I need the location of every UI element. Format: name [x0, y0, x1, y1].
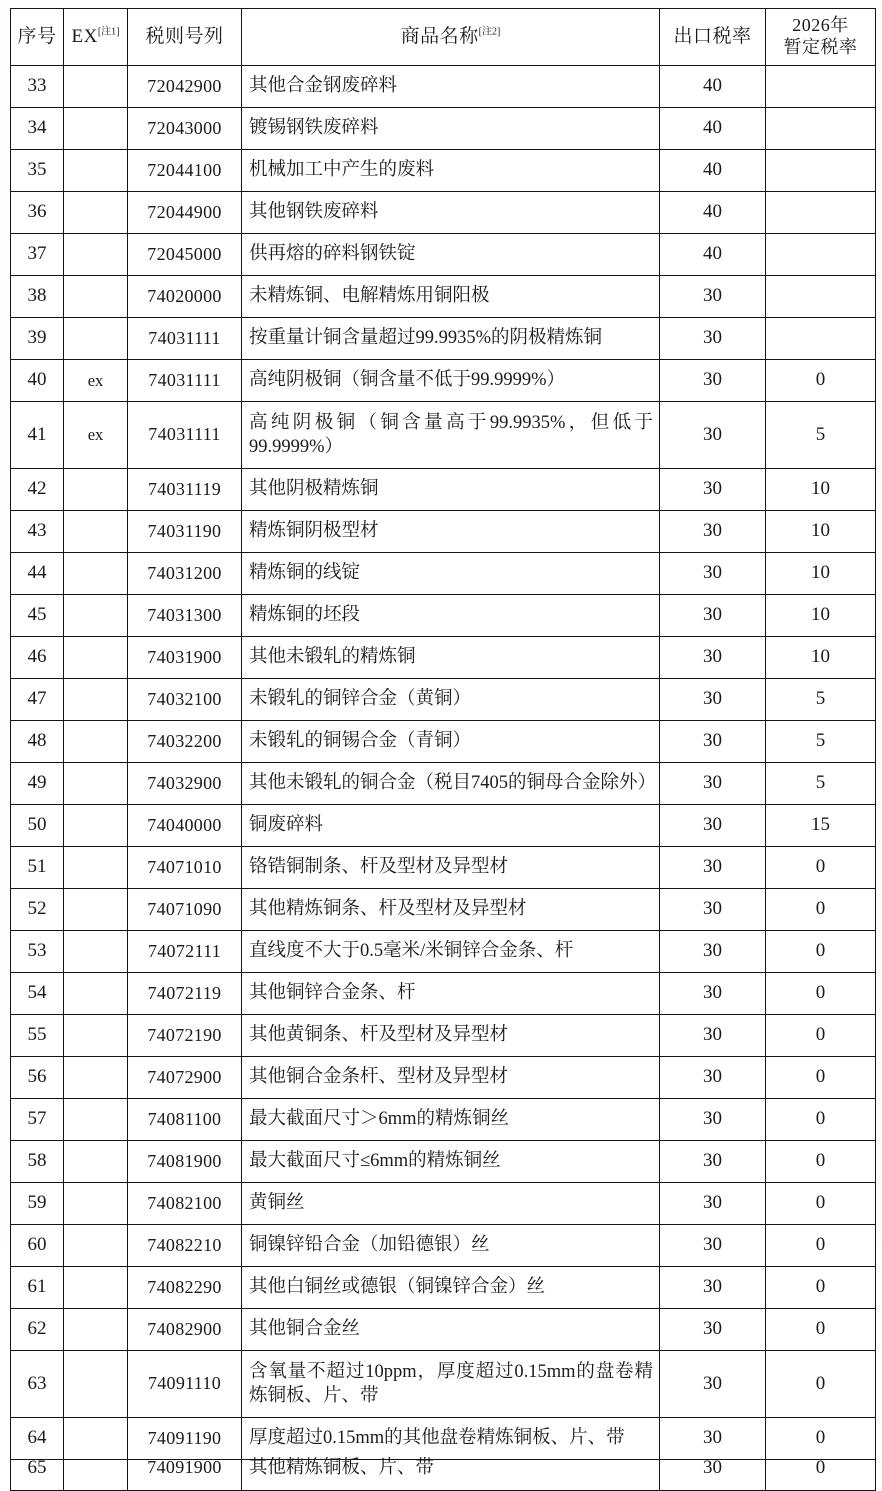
cell-ex: [64, 721, 128, 763]
cell-export-rate: 30: [660, 1267, 766, 1309]
cell-provisional-rate: 10: [766, 511, 876, 553]
cell-provisional-rate: 10: [766, 637, 876, 679]
table-row: [11, 360, 876, 402]
cell-provisional-rate: 10: [766, 553, 876, 595]
cell-export-rate: 30: [660, 1418, 766, 1460]
cell-seq: 52: [11, 889, 64, 931]
cell-provisional-rate: 5: [766, 679, 876, 721]
cell-provisional-rate: [766, 234, 876, 276]
table-row: [11, 108, 876, 150]
table-row: [11, 1183, 876, 1225]
cell-ex: [64, 1418, 128, 1460]
header-rate: 出口税率: [660, 9, 766, 66]
table-row: [11, 469, 876, 511]
cell-tariff-code: 74072900: [128, 1057, 242, 1099]
table-row: [11, 553, 876, 595]
table-row: [11, 1351, 876, 1418]
cell-commodity-name: 其他白铜丝或德银（铜镍锌合金）丝: [242, 1267, 660, 1309]
cell-ex: [64, 637, 128, 679]
cell-seq: 48: [11, 721, 64, 763]
cell-tariff-code: 74031200: [128, 553, 242, 595]
cell-export-rate: 30: [660, 553, 766, 595]
cell-commodity-name: 高纯阴极铜（铜含量高于99.9935%，但低于99.9999%）: [242, 402, 660, 469]
cell-provisional-rate: 10: [766, 595, 876, 637]
table-row: [11, 1460, 876, 1491]
cell-export-rate: 30: [660, 1225, 766, 1267]
cell-commodity-name: 未精炼铜、电解精炼用铜阳极: [242, 276, 660, 318]
table-row: [11, 276, 876, 318]
cell-export-rate: 30: [660, 402, 766, 469]
cell-export-rate: 40: [660, 192, 766, 234]
table-row: [11, 192, 876, 234]
cell-seq: 61: [11, 1267, 64, 1309]
cell-provisional-rate: [766, 66, 876, 108]
cell-ex: [64, 1351, 128, 1418]
cell-provisional-rate: 0: [766, 973, 876, 1015]
cell-tariff-code: 74031900: [128, 637, 242, 679]
cell-ex: [64, 1309, 128, 1351]
cell-commodity-name: [242, 1460, 660, 1491]
table-row: [11, 847, 876, 889]
cell-ex: [64, 1057, 128, 1099]
table-row: [11, 931, 876, 973]
cell-provisional-rate: 0: [766, 1141, 876, 1183]
cell-tariff-code: 72044900: [128, 192, 242, 234]
cell-seq: 59: [11, 1183, 64, 1225]
cell-ex: [64, 511, 128, 553]
header-ex-note: [注1]: [97, 27, 120, 39]
table-row: [11, 721, 876, 763]
cell-seq: 54: [11, 973, 64, 1015]
cell-export-rate: 30: [660, 1099, 766, 1141]
cell-seq: [11, 1456, 64, 1491]
cell-seq: 53: [11, 931, 64, 973]
cell-commodity-name: 镀锡钢铁废碎料: [242, 108, 660, 150]
table-row: [11, 973, 876, 1015]
table-row: [11, 1057, 876, 1099]
table-row: [11, 1309, 876, 1351]
cell-provisional-rate: [766, 318, 876, 360]
cell-tariff-code: 72042900: [128, 66, 242, 108]
table-row: [11, 402, 876, 469]
cell-commodity-name: 铜废碎料: [242, 805, 660, 847]
cell-tariff-code: 72045000: [128, 234, 242, 276]
cell-export-rate: [660, 1456, 766, 1491]
cell-tariff-code: 74031111: [128, 318, 242, 360]
cell-provisional-rate: 10: [766, 469, 876, 511]
cell-seq: 33: [11, 66, 64, 108]
cell-ex: [64, 1225, 128, 1267]
cell-ex: ex: [64, 402, 128, 469]
table-row: [11, 1225, 876, 1267]
cell-commodity-name: 含氧量不超过10ppm，厚度超过0.15mm的盘卷精炼铜板、片、带: [242, 1351, 660, 1418]
cell-provisional-rate: 0: [766, 847, 876, 889]
cell-ex: [64, 973, 128, 1015]
cell-seq: 64: [11, 1418, 64, 1460]
cell-tariff-code: 72043000: [128, 108, 242, 150]
cell-tariff-code: 74020000: [128, 276, 242, 318]
cell-tariff-code: 74031190: [128, 511, 242, 553]
cell-export-rate: 30: [660, 1141, 766, 1183]
cell-ex: [64, 234, 128, 276]
cell-commodity-name-text: 其他精炼铜板、片、带: [249, 1458, 435, 1478]
header-ex: [64, 9, 128, 66]
table-body: [11, 66, 876, 1491]
cell-seq: 56: [11, 1057, 64, 1099]
cell-commodity-name: 其他钢铁废碎料: [242, 192, 660, 234]
cell-commodity-name: 未锻轧的铜锡合金（青铜）: [242, 721, 660, 763]
header-name: [242, 9, 660, 66]
cell-ex: [64, 805, 128, 847]
cell-tariff-code: 74072111: [128, 931, 242, 973]
cell-ex: [64, 763, 128, 805]
cell-tariff-code: 72044100: [128, 150, 242, 192]
cell-seq: 36: [11, 192, 64, 234]
cell-export-rate: 40: [660, 234, 766, 276]
cell-tariff-code: 74082210: [128, 1225, 242, 1267]
cell-ex: [64, 679, 128, 721]
table-row: [11, 763, 876, 805]
cell-tariff-code: 74031111: [128, 360, 242, 402]
cell-provisional-rate: 0: [766, 931, 876, 973]
cell-export-rate: 30: [660, 360, 766, 402]
cell-commodity-name: 厚度超过0.15mm的其他盘卷精炼铜板、片、带: [242, 1418, 660, 1460]
cell-seq: 42: [11, 469, 64, 511]
cell-provisional-rate-text: 0: [815, 1456, 826, 1478]
cell-tariff-code: 74072119: [128, 973, 242, 1015]
cell-provisional-rate: 0: [766, 1183, 876, 1225]
cell-seq: 47: [11, 679, 64, 721]
cell-ex: [64, 1141, 128, 1183]
cell-commodity-name: 其他铜合金条杆、型材及异型材: [242, 1057, 660, 1099]
cell-tariff-code: [128, 1457, 242, 1491]
cell-seq: 39: [11, 318, 64, 360]
cell-seq: 43: [11, 511, 64, 553]
header-provisional-year: 2026年: [792, 15, 849, 36]
cell-export-rate: 30: [660, 973, 766, 1015]
table-row: [11, 595, 876, 637]
cell-export-rate: 30: [660, 721, 766, 763]
cell-ex: [64, 931, 128, 973]
cell-seq: 41: [11, 402, 64, 469]
cell-tariff-code: 74081100: [128, 1099, 242, 1141]
cell-commodity-name: 直线度不大于0.5毫米/米铜锌合金条、杆: [242, 931, 660, 973]
cell-seq: 62: [11, 1309, 64, 1351]
header-seq: 序号: [11, 9, 64, 66]
cell-seq: 50: [11, 805, 64, 847]
table-row: [11, 1418, 876, 1460]
cell-ex: [64, 1015, 128, 1057]
cell-provisional-rate: [766, 192, 876, 234]
cell-tariff-code: 74082100: [128, 1183, 242, 1225]
cell-export-rate-text: 30: [703, 1456, 722, 1478]
header-row: [11, 9, 876, 66]
cell-tariff-code: 74031300: [128, 595, 242, 637]
cell-provisional-rate: [766, 150, 876, 192]
table-row: [11, 679, 876, 721]
cell-commodity-name: 机械加工中产生的废料: [242, 150, 660, 192]
cell-commodity-name: 未锻轧的铜锌合金（黄铜）: [242, 679, 660, 721]
cell-tariff-code: 74082290: [128, 1267, 242, 1309]
cell-seq-text: 65: [27, 1456, 47, 1478]
cell-tariff-code: 74072190: [128, 1015, 242, 1057]
cell-ex: [64, 150, 128, 192]
cell-commodity-name: 其他未锻轧的精炼铜: [242, 637, 660, 679]
cell-commodity-name: 其他铜合金丝: [242, 1309, 660, 1351]
cell-provisional-rate: [766, 276, 876, 318]
cell-ex: [64, 192, 128, 234]
cell-tariff-code: 74031111: [128, 402, 242, 469]
cell-provisional-rate: 15: [766, 805, 876, 847]
header-code: 税则号列: [128, 9, 242, 66]
cell-ex: [64, 889, 128, 931]
export-tariff-table: [10, 8, 876, 1491]
cell-seq: 55: [11, 1015, 64, 1057]
cell-tariff-code: 74031119: [128, 469, 242, 511]
table-header: [11, 9, 876, 66]
cell-export-rate: 30: [660, 1309, 766, 1351]
table-row: [11, 889, 876, 931]
cell-export-rate: 30: [660, 469, 766, 511]
cell-commodity-name: 其他合金钢废碎料: [242, 66, 660, 108]
cell-ex: [64, 469, 128, 511]
table-row: [11, 1099, 876, 1141]
cell-tariff-code: 74032900: [128, 763, 242, 805]
table-row: [11, 637, 876, 679]
header-provisional: [766, 9, 876, 66]
cell-export-rate: 30: [660, 318, 766, 360]
table-row: [11, 234, 876, 276]
cell-export-rate: 40: [660, 66, 766, 108]
cell-export-rate: 30: [660, 679, 766, 721]
cell-ex: [64, 108, 128, 150]
cell-provisional-rate: 0: [766, 360, 876, 402]
cell-export-rate: 40: [660, 150, 766, 192]
cell-export-rate: 30: [660, 637, 766, 679]
cell-export-rate: 30: [660, 889, 766, 931]
cell-commodity-name: 其他黄铜条、杆及型材及异型材: [242, 1015, 660, 1057]
cell-export-rate: 30: [660, 1183, 766, 1225]
cell-commodity-name: 黄铜丝: [242, 1183, 660, 1225]
cell-export-rate: 30: [660, 1057, 766, 1099]
header-provisional-label: 暂定税率: [783, 37, 858, 57]
cell-export-rate: 30: [660, 931, 766, 973]
cell-provisional-rate: 0: [766, 889, 876, 931]
cell-ex: [64, 1099, 128, 1141]
cell-commodity-name: 其他铜锌合金条、杆: [242, 973, 660, 1015]
cell-commodity-name: 最大截面尺寸＞6mm的精炼铜丝: [242, 1099, 660, 1141]
header-name-label: 商品名称: [400, 26, 479, 48]
cell-seq: 58: [11, 1141, 64, 1183]
cell-tariff-code: 74082900: [128, 1309, 242, 1351]
cell-tariff-code: 74081900: [128, 1141, 242, 1183]
cell-seq: 35: [11, 150, 64, 192]
cell-commodity-name: 高纯阴极铜（铜含量不低于99.9999%）: [242, 360, 660, 402]
cell-tariff-code: 74032100: [128, 679, 242, 721]
header-name-note: [注2]: [478, 27, 501, 39]
cell-provisional-rate: 0: [766, 1309, 876, 1351]
cell-ex: [64, 553, 128, 595]
table-row: [11, 805, 876, 847]
table-row: [11, 318, 876, 360]
cell-provisional-rate: 5: [766, 721, 876, 763]
cell-provisional-rate: 0: [766, 1225, 876, 1267]
cell-provisional-rate: 0: [766, 1057, 876, 1099]
cell-export-rate: 30: [660, 1351, 766, 1418]
cell-provisional-rate: 5: [766, 763, 876, 805]
cell-export-rate: 30: [660, 511, 766, 553]
cell-seq: 38: [11, 276, 64, 318]
cell-seq: 60: [11, 1225, 64, 1267]
cell-commodity-name: 精炼铜的线锭: [242, 553, 660, 595]
cell-tariff-code: 74091110: [128, 1351, 242, 1418]
cell-tariff-code: 74032200: [128, 721, 242, 763]
cell-commodity-name: 铜镍锌铅合金（加铅德银）丝: [242, 1225, 660, 1267]
cell-commodity-name: 供再熔的碎料钢铁锭: [242, 234, 660, 276]
cell-seq: 45: [11, 595, 64, 637]
cell-export-rate: 30: [660, 595, 766, 637]
cell-commodity-name: 其他精炼铜条、杆及型材及异型材: [242, 889, 660, 931]
cell-export-rate: 30: [660, 763, 766, 805]
cell-tariff-code: 74040000: [128, 805, 242, 847]
cell-provisional-rate: [766, 1456, 876, 1491]
cell-commodity-name: 铬锆铜制条、杆及型材及异型材: [242, 847, 660, 889]
cell-provisional-rate: 0: [766, 1267, 876, 1309]
header-ex-label: EX: [71, 26, 98, 48]
cell-ex: [64, 1267, 128, 1309]
cell-seq: 57: [11, 1099, 64, 1141]
cell-commodity-name: 最大截面尺寸≤6mm的精炼铜丝: [242, 1141, 660, 1183]
cell-ex: [64, 66, 128, 108]
table-row: [11, 66, 876, 108]
cell-export-rate: 40: [660, 108, 766, 150]
cell-commodity-name: 精炼铜的坯段: [242, 595, 660, 637]
cell-seq: 63: [11, 1351, 64, 1418]
cell-ex: [64, 276, 128, 318]
cell-provisional-rate: 0: [766, 1418, 876, 1460]
cell-provisional-rate: 5: [766, 402, 876, 469]
cell-export-rate: 30: [660, 847, 766, 889]
cell-tariff-code: 74071010: [128, 847, 242, 889]
cell-provisional-rate: 0: [766, 1015, 876, 1057]
cell-export-rate: 30: [660, 805, 766, 847]
cell-seq: 46: [11, 637, 64, 679]
cell-commodity-name: 精炼铜阴极型材: [242, 511, 660, 553]
cell-tariff-code-text: 74091900: [147, 1457, 222, 1478]
cell-ex: ex: [64, 360, 128, 402]
cell-seq: 40: [11, 360, 64, 402]
cell-seq: 49: [11, 763, 64, 805]
table-row: [11, 1141, 876, 1183]
cell-seq: 37: [11, 234, 64, 276]
cell-tariff-code: 74071090: [128, 889, 242, 931]
cell-seq: 51: [11, 847, 64, 889]
cell-ex: [64, 595, 128, 637]
table-row: [11, 511, 876, 553]
cell-ex: [64, 1183, 128, 1225]
cell-ex: [64, 847, 128, 889]
cell-commodity-name: 其他阴极精炼铜: [242, 469, 660, 511]
cell-seq: 44: [11, 553, 64, 595]
cell-provisional-rate: 0: [766, 1099, 876, 1141]
cell-seq: 34: [11, 108, 64, 150]
cell-provisional-rate: [766, 108, 876, 150]
table-row: [11, 1015, 876, 1057]
table-row: [11, 1267, 876, 1309]
cell-ex: [64, 1460, 128, 1491]
cell-tariff-code: 74091190: [128, 1418, 242, 1460]
cell-commodity-name: 按重量计铜含量超过99.9935%的阴极精炼铜: [242, 318, 660, 360]
cell-commodity-name: 其他未锻轧的铜合金（税目7405的铜母合金除外）: [242, 763, 660, 805]
cell-export-rate: 30: [660, 276, 766, 318]
cell-provisional-rate: 0: [766, 1351, 876, 1418]
cell-export-rate: 30: [660, 1015, 766, 1057]
table-row: [11, 150, 876, 192]
cell-ex: [64, 318, 128, 360]
